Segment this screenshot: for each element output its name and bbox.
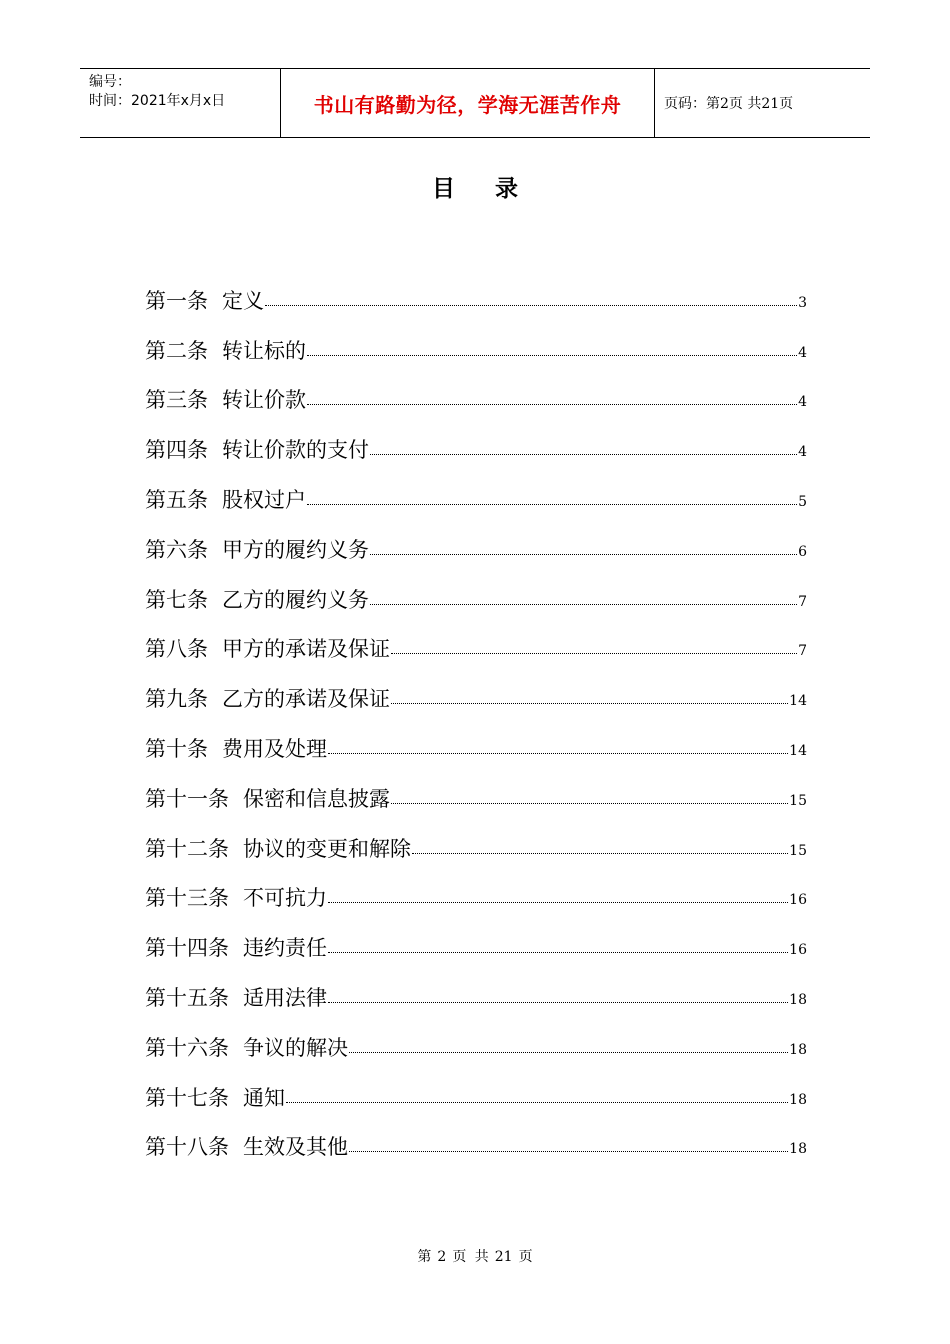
toc-entry-number: 第八条: [145, 637, 208, 662]
toc-entry-number: 第五条: [145, 487, 208, 512]
toc-leader: [265, 304, 797, 306]
toc-entry[interactable]: [145, 414, 807, 464]
toc-entry-number: 第七条: [145, 587, 208, 612]
toc-entry-number: 第十条: [145, 736, 208, 761]
toc-entry-page: 4: [798, 444, 807, 461]
toc-entry-label: 乙方的履约义务: [222, 587, 369, 612]
toc-entry-number: 第十四条: [145, 936, 229, 961]
toc-entry-page: 14: [789, 693, 807, 710]
footer-prefix: 第: [417, 1249, 432, 1265]
toc-entry-number: 第十五条: [145, 985, 229, 1010]
header-page-info: 页码：第2页 共21页: [664, 96, 794, 112]
toc-leader: [391, 702, 788, 704]
toc-leader: [370, 553, 797, 555]
toc-leader: [286, 1101, 788, 1103]
toc-entry-page: 18: [789, 991, 807, 1008]
toc-entry-label: 转让价款: [222, 388, 306, 413]
toc-entry-label: 违约责任: [243, 936, 327, 961]
toc-entry-page: 16: [789, 942, 807, 959]
toc-entry-page: 15: [789, 792, 807, 809]
toc-entry[interactable]: [145, 514, 807, 564]
toc-leader: [349, 1150, 788, 1152]
toc-entry-number: 第九条: [145, 687, 208, 712]
toc-entry-page: 18: [789, 1091, 807, 1108]
footer-current-page: 2: [437, 1249, 447, 1265]
toc-entry-page: 4: [798, 344, 807, 361]
toc-entry-number: 第十三条: [145, 886, 229, 911]
toc-entry[interactable]: [145, 813, 807, 863]
toc-entry-number: 第十一条: [145, 786, 229, 811]
toc-entry-page: 15: [789, 842, 807, 859]
toc-entry-label: 通知: [243, 1085, 285, 1110]
page-title: 目录: [432, 176, 558, 202]
toc-entry[interactable]: [145, 713, 807, 763]
toc-entry-number: 第六条: [145, 537, 208, 562]
toc-entry-page: 7: [798, 643, 807, 660]
toc-entry-page: 14: [789, 742, 807, 759]
toc-entry[interactable]: [145, 1012, 807, 1062]
document-number-label: 编号：: [89, 74, 131, 90]
toc-leader: [328, 901, 788, 903]
toc-leader: [328, 752, 788, 754]
toc-entry-page: 16: [789, 892, 807, 909]
toc-entry[interactable]: [145, 663, 807, 713]
toc-entry-number: 第四条: [145, 438, 208, 463]
toc-entry[interactable]: [145, 1062, 807, 1112]
toc-entry-label: 费用及处理: [222, 736, 327, 761]
toc-entry[interactable]: [145, 1112, 807, 1162]
toc-entry-page: 3: [798, 294, 807, 311]
toc-entry-label: 协议的变更和解除: [243, 836, 411, 861]
toc-entry[interactable]: [145, 365, 807, 415]
toc-entry[interactable]: [145, 564, 807, 614]
toc-leader: [391, 802, 788, 804]
toc-entry-label: 转让价款的支付: [222, 438, 369, 463]
toc-entry-page: 7: [798, 593, 807, 610]
toc-entry[interactable]: [145, 614, 807, 664]
toc-leader: [412, 852, 788, 854]
toc-entry[interactable]: [145, 912, 807, 962]
header-meta: [80, 69, 281, 137]
toc-leader: [307, 403, 797, 405]
footer-suffix: 页: [518, 1249, 533, 1265]
toc-entry-label: 不可抗力: [243, 886, 327, 911]
toc-entry-label: 甲方的承诺及保证: [222, 637, 390, 662]
page-footer: [0, 1246, 950, 1266]
toc-entry-page: 6: [798, 543, 807, 560]
toc-entry-page: 5: [798, 493, 807, 510]
toc-entry-label: 转让标的: [222, 338, 306, 363]
toc-leader: [391, 652, 797, 654]
toc-leader: [328, 951, 788, 953]
toc-entry-label: 适用法律: [243, 985, 327, 1010]
toc-leader: [307, 354, 797, 356]
toc-entry-label: 定义: [222, 288, 264, 313]
toc-entry[interactable]: [145, 962, 807, 1012]
document-time-label: 时间：2021年x月x日: [89, 93, 226, 109]
toc-entry-number: 第十六条: [145, 1035, 229, 1060]
toc-entry-page: 18: [789, 1141, 807, 1158]
toc-entry-number: 第三条: [145, 388, 208, 413]
toc-entry-page: 18: [789, 1041, 807, 1058]
toc-entry-number: 第二条: [145, 338, 208, 363]
toc-entry-label: 生效及其他: [243, 1135, 348, 1160]
toc-entry-number: 第十七条: [145, 1085, 229, 1110]
toc-entry[interactable]: [145, 265, 807, 315]
toc-leader: [307, 503, 797, 505]
toc-entry[interactable]: [145, 863, 807, 913]
header-motto: 书山有路勤为径，学海无涯苦作舟: [281, 69, 655, 137]
toc-entry-label: 保密和信息披露: [243, 786, 390, 811]
toc-entry-number: 第一条: [145, 288, 208, 313]
toc-entry[interactable]: [145, 315, 807, 365]
toc-leader: [370, 453, 797, 455]
toc-leader: [370, 603, 797, 605]
toc-entry[interactable]: [145, 763, 807, 813]
toc-leader: [349, 1051, 788, 1053]
toc-entry-page: 4: [798, 394, 807, 411]
toc-entry-label: 股权过户: [222, 487, 306, 512]
toc-entry-label: 甲方的履约义务: [222, 537, 369, 562]
toc-entry-number: 第十八条: [145, 1135, 229, 1160]
page-header: [80, 68, 870, 138]
toc-entry[interactable]: [145, 464, 807, 514]
toc-leader: [328, 1001, 788, 1003]
toc-entry-number: 第十二条: [145, 836, 229, 861]
toc-entry-label: 乙方的承诺及保证: [222, 687, 390, 712]
toc-entry-label: 争议的解决: [243, 1035, 348, 1060]
footer-middle: 页 共: [452, 1249, 489, 1265]
footer-total-pages: 21: [494, 1249, 513, 1265]
table-of-contents: [145, 265, 807, 1161]
